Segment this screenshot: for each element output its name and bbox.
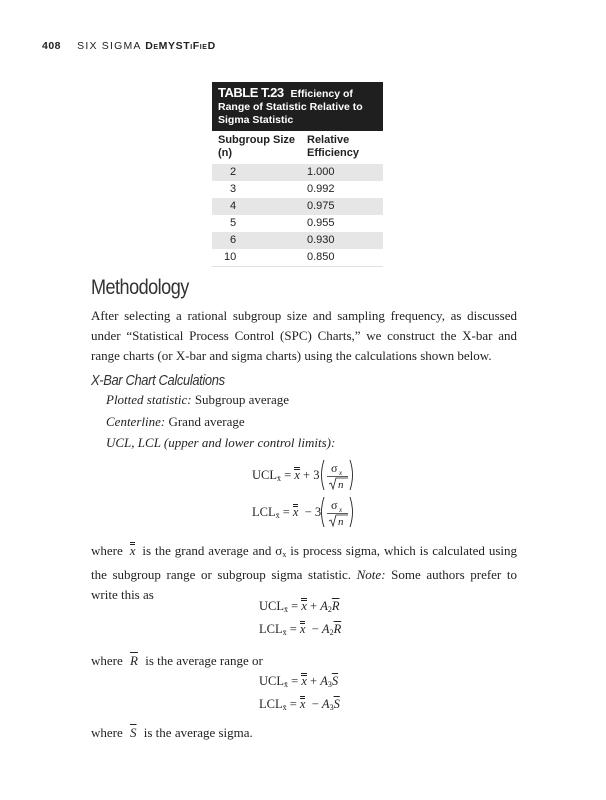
r-bar-symbol: $\overline{R}$ (130, 653, 138, 668)
sigma-symbol: σ (331, 461, 338, 475)
cell-efficiency: 0.850 (301, 249, 383, 267)
cell-subgroup-size: 3 (230, 183, 237, 195)
cell-efficiency: 0.975 (307, 200, 335, 212)
table-caption (212, 82, 383, 131)
svg-text:x: x (339, 469, 343, 477)
sigma-over-root-n-fraction (320, 495, 354, 529)
table-row (212, 232, 383, 249)
table-row (212, 215, 383, 232)
cell-efficiency: 0.930 (307, 234, 335, 246)
efficiency-table (212, 82, 383, 267)
column-header-subgroup-size: Subgroup Size (n) (218, 134, 295, 159)
lcl-sigma-formula: $LCL_{x̄}$ = x − 3 (252, 505, 322, 520)
lcl-symbol: LCL (252, 505, 276, 519)
ucl-symbol: UCL (252, 468, 277, 482)
s-bar-symbol: $\overline{S}$ (130, 725, 137, 740)
table-title: Efficiency of Range of Statistic Relative to Sigma Statistic (218, 88, 363, 126)
cell-subgroup-size: 6 (230, 234, 237, 246)
lcl-range-formula: $LCL_{x̄}$ = $x - A_2\overline{R}$ (259, 622, 342, 637)
where-average-range-line: where $\overline{R}$ is the average range or (91, 653, 263, 668)
where-average-sigma-line: where $\overline{S}$ is the average sigma. (91, 725, 253, 740)
equals-sign: = (284, 468, 292, 482)
ucl-sigma-stat-formula: $UCL_{x̄}$ = $x + A_3\overline{S}$ (259, 674, 339, 689)
running-header (42, 40, 216, 52)
plotted-statistic-line (106, 391, 289, 409)
table-row (212, 164, 383, 181)
svg-text:n: n (338, 479, 344, 491)
cell-subgroup-size: 10 (212, 249, 301, 267)
lcl-sigma-stat-formula: $LCL_{x̄}$ = $x - A_3\overline{S}$ (259, 697, 340, 712)
table-row (212, 198, 383, 215)
centerline-label: Centerline: (106, 414, 166, 429)
plotted-statistic-value: Subgroup average (194, 392, 290, 407)
note-label: Note: (356, 567, 386, 582)
minus-sign: − (304, 505, 312, 519)
svg-text:σ: σ (331, 498, 338, 512)
centerline-line (106, 413, 245, 431)
control-limits-line (106, 434, 335, 452)
table-grid (212, 131, 383, 267)
cell-subgroup-size: 5 (230, 217, 237, 229)
cell-efficiency: 1.000 (307, 166, 335, 178)
grand-average-symbol: x (294, 468, 300, 482)
page-number: 408 (42, 40, 62, 52)
book-title-prefix: SIX SIGMA (77, 40, 142, 52)
grand-average-symbol: x (292, 505, 299, 519)
control-limits-label: UCL, LCL (upper and lower control limits): (106, 435, 336, 450)
where-grand-average-paragraph: where x is the grand average and $\sigma_x$ is process sigma, which is calculated using the subgroup range or subgroup sigma statistic. Note: Some authors prefer to write this as (91, 543, 518, 602)
section-heading-methodology: Methodology (91, 276, 189, 299)
plus-sign: + (303, 468, 311, 482)
ucl-range-formula: $UCL_{x̄}$ = $x + A_2\overline{R}$ (259, 599, 340, 614)
coefficient-three: 3 (313, 468, 320, 482)
svg-text:n: n (338, 516, 344, 528)
book-title-suffix: DeMYSTiFieD (145, 40, 216, 52)
equals-sign: = (282, 505, 290, 519)
plotted-statistic-label: Plotted statistic: (106, 392, 192, 407)
cell-efficiency: 0.992 (307, 183, 335, 195)
sigma-over-root-n-fraction (320, 458, 354, 492)
cell-subgroup-size: 4 (230, 200, 237, 212)
grand-average-symbol: x (129, 543, 136, 558)
table-row (212, 181, 383, 198)
svg-text:x: x (339, 506, 343, 514)
ucl-sigma-formula: $UCL_{x̄}$ = x + 3 (252, 468, 320, 483)
cell-subgroup-size: 2 (230, 166, 237, 178)
table-row (212, 249, 383, 267)
coefficient-three: 3 (314, 505, 322, 519)
cell-efficiency: 0.955 (307, 217, 335, 229)
subheading-xbar-calculations: X-Bar Chart Calculations (91, 372, 225, 389)
centerline-value: Grand average (168, 414, 245, 429)
table-number: TABLE T.23 (218, 85, 284, 100)
methodology-paragraph: After selecting a rational subgroup size and sampling frequency, as discussed under “Statistical Process Control (SPC) Charts,” we construct the X-bar and range charts (or X-bar and sigma charts) using the calculations shown below. (91, 308, 517, 363)
column-header-relative-efficiency: Relative Efficiency (307, 134, 359, 159)
